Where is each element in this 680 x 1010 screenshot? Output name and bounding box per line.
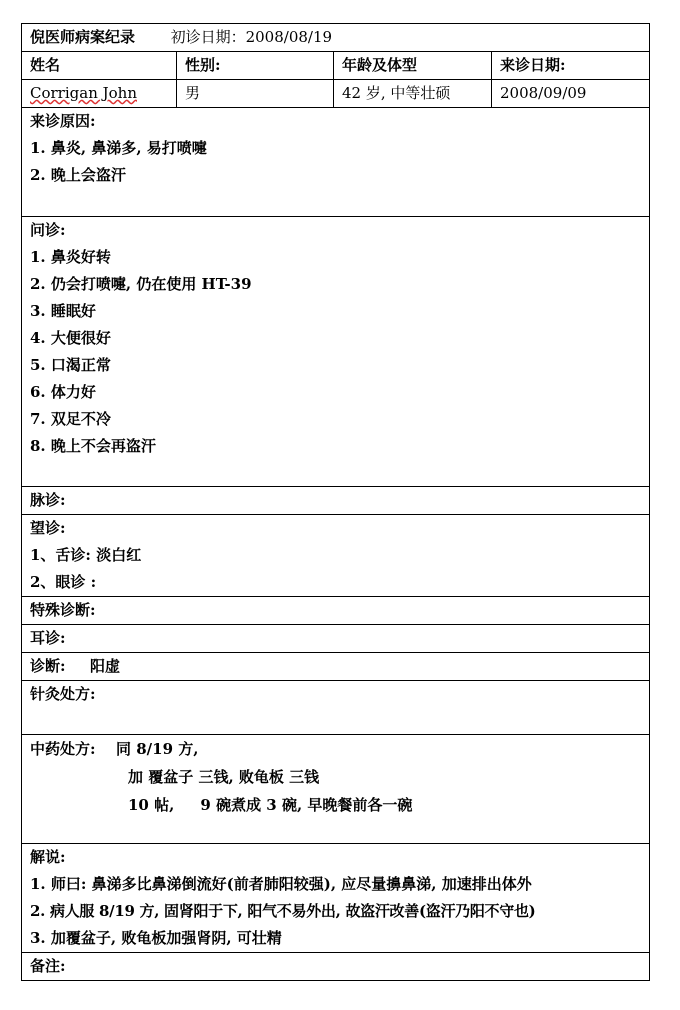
diagnosis-label: 诊断: — [30, 657, 66, 675]
list-item: 2. 晚上会盗汗 — [30, 166, 126, 184]
list-item: 6. 体力好 — [30, 383, 96, 401]
special-diagnosis-label: 特殊诊断: — [22, 597, 650, 625]
herbal-line-1: 同 8/19 方, — [116, 740, 199, 758]
observation-label: 望诊: — [30, 519, 66, 537]
list-item: 2. 仍会打喷嚏, 仍在使用 HT-39 — [30, 275, 252, 293]
eye-diagnosis: 2、眼诊 : — [30, 573, 97, 591]
herbal-line-3: 10 帖, 9 碗煮成 3 碗, 早晚餐前各一碗 — [128, 796, 413, 814]
header-age-type: 年龄及体型 — [334, 52, 492, 80]
acupuncture-label: 针灸处方: — [22, 681, 650, 735]
patient-gender: 男 — [177, 80, 334, 108]
header-visit-date: 来诊日期: — [492, 52, 650, 80]
diagnosis-value: 阳虚 — [90, 657, 121, 675]
explanation-list — [30, 871, 641, 952]
notes-label: 备注: — [22, 953, 650, 981]
first-visit-date: 2008/08/19 — [245, 28, 333, 46]
reason-list — [30, 135, 641, 189]
list-item: 2. 病人服 8/19 方, 固肾阳于下, 阳气不易外出, 故盗汗改善(盗汗乃阳不守也) — [30, 902, 536, 920]
patient-name-cell — [22, 80, 177, 108]
reason-section — [22, 108, 650, 217]
patient-visit-date: 2008/09/09 — [492, 80, 650, 108]
observation-section — [22, 515, 650, 597]
inquiry-list — [30, 244, 641, 460]
patient-name: Corrigan John — [30, 84, 137, 102]
list-item: 3. 加覆盆子, 败龟板加强肾阴, 可壮精 — [30, 929, 282, 947]
herbal-line-2: 加 覆盆子 三钱, 败龟板 三钱 — [128, 768, 320, 786]
medical-record-sheet — [21, 23, 649, 981]
ear-diagnosis-label: 耳诊: — [22, 625, 650, 653]
title-cell — [22, 24, 650, 52]
inquiry-label: 问诊: — [30, 221, 66, 239]
herbal-section — [22, 735, 650, 844]
pulse-label: 脉诊: — [22, 487, 650, 515]
diagnosis-section — [22, 653, 650, 681]
first-visit-label: 初诊日期： — [170, 28, 246, 46]
herbal-row-1 — [30, 735, 641, 763]
list-item: 5. 口渴正常 — [30, 356, 111, 374]
header-gender: 性别: — [177, 52, 334, 80]
record-table — [21, 23, 650, 981]
header-name: 姓名 — [22, 52, 177, 80]
tongue-diagnosis: 1、舌诊: 淡白红 — [30, 546, 142, 564]
record-title: 倪医师病案纪录 — [30, 28, 136, 46]
explanation-section — [22, 844, 650, 953]
herbal-label: 中药处方: — [30, 740, 96, 758]
list-item: 4. 大便很好 — [30, 329, 111, 347]
list-item: 7. 双足不冷 — [30, 410, 111, 428]
patient-age-type: 42 岁, 中等壮硕 — [334, 80, 492, 108]
explanation-label: 解说: — [30, 848, 66, 866]
reason-label: 来诊原因: — [30, 112, 96, 130]
list-item: 1. 鼻炎, 鼻涕多, 易打喷嚏 — [30, 139, 207, 157]
list-item: 1. 鼻炎好转 — [30, 248, 111, 266]
list-item: 8. 晚上不会再盗汗 — [30, 437, 156, 455]
list-item: 1. 师曰: 鼻涕多比鼻涕倒流好(前者肺阳较强), 应尽量擤鼻涕, 加速排出体外 — [30, 875, 532, 893]
list-item: 3. 睡眠好 — [30, 302, 96, 320]
inquiry-section — [22, 217, 650, 487]
